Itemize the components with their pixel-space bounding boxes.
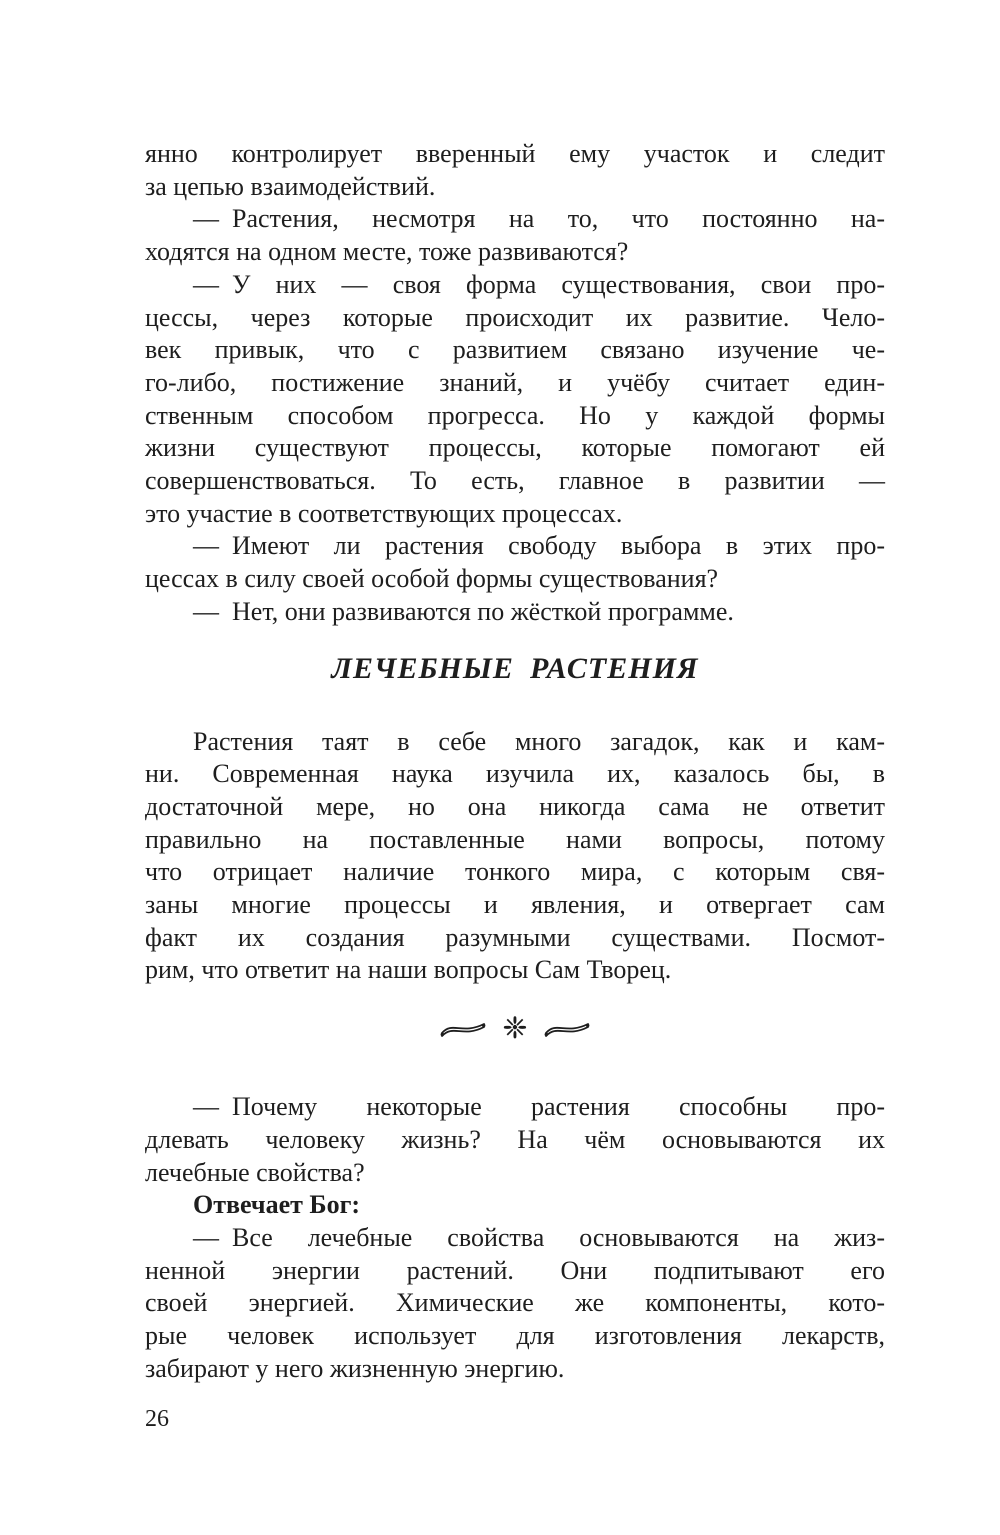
text-line: лечебные свойства? [145, 1157, 365, 1187]
text-line: цессах в силу своей особой формы существования? [145, 564, 719, 594]
swash-left-icon [440, 1020, 486, 1038]
paragraph-group-top [145, 138, 885, 629]
text-line: своей энергией. Химические же компоненты, кото- [145, 1288, 885, 1318]
text-line: рим, что ответит на наши вопросы Сам Творец. [145, 955, 672, 985]
text-line: рые человек использует для изготовления лекарств, [145, 1321, 885, 1351]
text-line: факт их создания разумными существами. Посмот- [145, 922, 885, 952]
text-line: ни. Современная наука изучила их, казалось бы, в [145, 759, 885, 789]
text-line: Растения таят в себе много загадок, как и кам- [193, 726, 885, 756]
text-line: за цепью взаимодействий. [145, 171, 436, 201]
text-line: — Нет, они развиваются по жёсткой программе. [193, 596, 734, 626]
text-line: ненной энергии растений. Они подпитывают его [145, 1255, 885, 1285]
section-heading: ЛЕЧЕБНЫЕ РАСТЕНИЯ [331, 651, 699, 685]
paragraph-group-bottom [145, 1091, 885, 1385]
text-line: — Имеют ли растения свободу выбора в этих про- [193, 531, 885, 561]
text-line: ственным способом прогресса. Но у каждой формы [145, 400, 885, 430]
text-line: заны многие процессы и явления, и отвергает сам [145, 890, 885, 920]
text-line: век привык, что с развитием связано изучение че- [145, 335, 885, 365]
text-line: жизни существуют процессы, которые помогают ей [145, 433, 885, 463]
text-line: — Почему некоторые растения способны про- [193, 1092, 885, 1122]
text-line: совершенствоваться. То есть, главное в развитии — [145, 466, 885, 496]
text-line: го-либо, постижение знаний, и учёбу считает един- [145, 367, 885, 397]
text-line: длевать человеку жизнь? На чём основываются их [145, 1124, 885, 1154]
swash-right-icon [544, 1020, 590, 1038]
text-line: — Растения, несмотря на то, что постоянно на- [193, 204, 885, 234]
text-line: правильно на поставленные нами вопросы, потому [145, 824, 885, 854]
section-divider [145, 1009, 885, 1049]
text-line: янно контролирует вверенный ему участок и следит [145, 139, 885, 168]
text-line: Отвечает Бог: [193, 1190, 361, 1220]
text-line: достаточной мере, но она никогда сама не ответит [145, 791, 885, 821]
text-line: — У них — своя форма существования, свои про- [193, 269, 885, 299]
body-text [145, 138, 885, 1386]
text-line: цессы, через которые происходит их развитие. Чело- [145, 302, 885, 332]
text-line: ходятся на одном месте, тоже развиваются? [145, 237, 629, 267]
paragraph-group-middle [145, 726, 885, 988]
text-line: — Все лечебные свойства основываются на жиз- [193, 1222, 885, 1252]
text-line: что отрицает наличие тонкого мира, с которым свя- [145, 857, 885, 887]
flower-icon: ❈ [502, 1011, 528, 1047]
text-line: это участие в соответствующих процессах. [145, 498, 623, 528]
page-number: 26 [145, 1406, 169, 1432]
text-line: забирают у него жизненную энергию. [145, 1353, 565, 1383]
